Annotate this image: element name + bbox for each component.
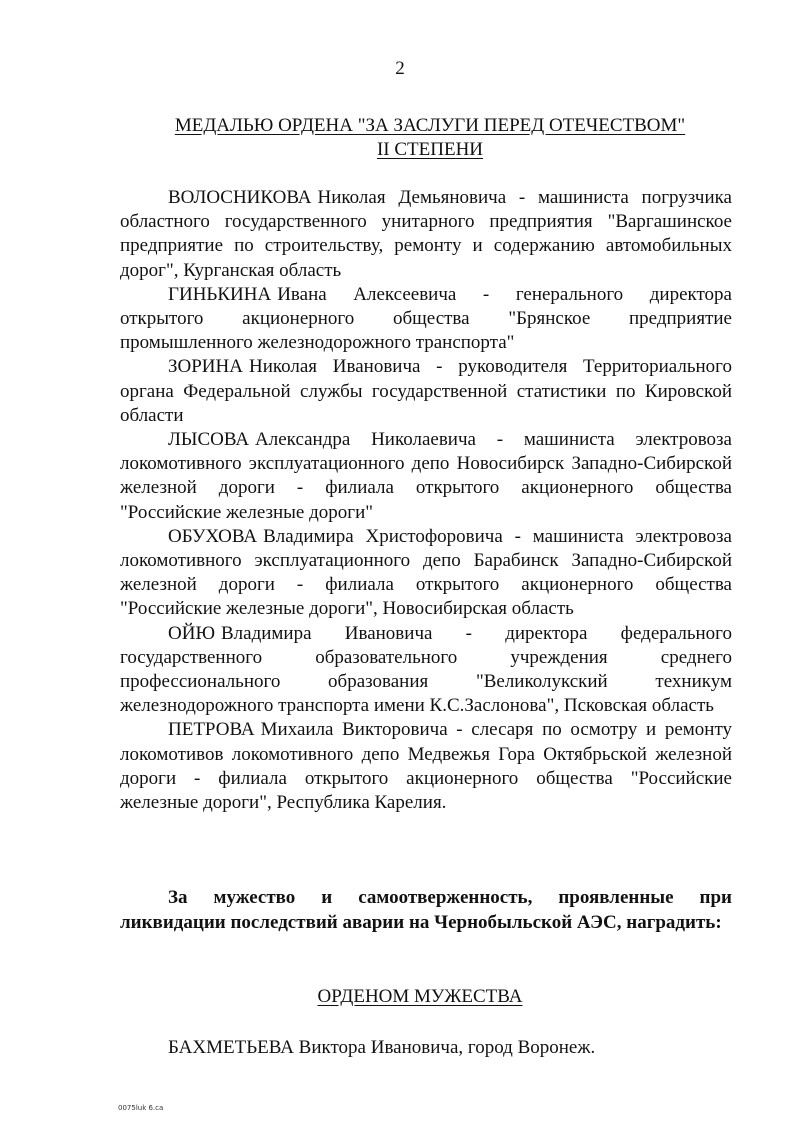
- awardee-entry: [120, 622, 732, 719]
- awardee-details: Ивана Алексеевича - генерального директора открытого акционерного общества "Брянское предприятие промышленного железнодорожного транспорта": [120, 283, 732, 354]
- awardee-entry: [120, 718, 732, 815]
- awardee-details: Николая Демьяновича - машиниста погрузчика областного государственного унитарного предприятия "Варгашинское предприятие по строительству, ремонту и содержанию автомобильных дорог", Курганская область: [120, 187, 732, 281]
- awardee-surname: ЛЫСОВА: [168, 429, 250, 451]
- award-heading-line-2: [60, 138, 800, 162]
- awardee-surname: ОЙЮ: [168, 622, 215, 644]
- awardee-surname: ПЕТРОВА: [168, 719, 255, 741]
- awardee-entry: [120, 355, 732, 428]
- awardee-surname: ЗОРИНА: [168, 356, 243, 378]
- recipient-surname: БАХМЕТЬЕВА: [168, 1037, 294, 1058]
- award-heading-line-1-text: МЕДАЛЬЮ ОРДЕНА "ЗА ЗАСЛУГИ ПЕРЕД ОТЕЧЕСТВОМ": [174, 115, 686, 136]
- decree-paragraph: За мужество и самоотверженность, проявленные при ликвидации последствий аварии на Чернобыльской АЭС, наградить:: [120, 887, 732, 933]
- award-heading-line-1: [60, 114, 800, 138]
- page-number: 2: [395, 58, 405, 79]
- order-heading: [50, 985, 790, 1009]
- recipient-entry: [168, 1036, 595, 1060]
- awardee-entry: [120, 525, 732, 622]
- awardee-entry: [120, 283, 732, 356]
- awardee-details: Александра Николаевича - машиниста электровоза локомотивного эксплуатационного депо Новосибирск Западно-Сибирской железной дороги - филиала открытого акционерного общества "Российские железные дороги": [120, 429, 732, 523]
- recipient-details: Виктора Ивановича, город Воронеж.: [298, 1037, 596, 1058]
- awardee-details: Михаила Викторовича - слесаря по осмотру и ремонту локомотивов локомотивного депо Медвежья Гора Октябрьской железной дороги - филиала открытого акционерного общества "Российские железные дороги", Республика Карелия.: [120, 719, 732, 814]
- awardee-details: Владимира Христофоровича - машиниста электровоза локомотивного эксплуатационного депо Барабинск Западно-Сибирской железной дороги - филиала открытого акционерного общества "Российские железные дороги", Новосибирская область: [120, 525, 732, 620]
- awardee-surname: ГИНЬКИНА: [168, 283, 272, 305]
- awardee-surname: ОБУХОВА: [168, 525, 258, 547]
- order-heading-text: ОРДЕНОМ МУЖЕСТВА: [317, 986, 523, 1007]
- awardee-surname: ВОЛОСНИКОВА: [168, 187, 312, 208]
- document-code: 0075luk 6.ca: [118, 1104, 164, 1112]
- awardee-details: Владимира Ивановича - директора федерального государственного образовательного учреждения среднего профессионального образования "Великолукский техникум железнодорожного транспорта имени К.С.Заслонова", Псковская область: [120, 622, 732, 717]
- awardee-entry: [120, 186, 732, 283]
- award-heading-line-2-text: II СТЕПЕНИ: [376, 139, 484, 160]
- awardee-entry: [120, 428, 732, 525]
- awardee-list: [120, 186, 732, 815]
- awardee-details: Николая Ивановича - руководителя Территориального органа Федеральной службы государственной статистики по Кировской области: [120, 356, 732, 426]
